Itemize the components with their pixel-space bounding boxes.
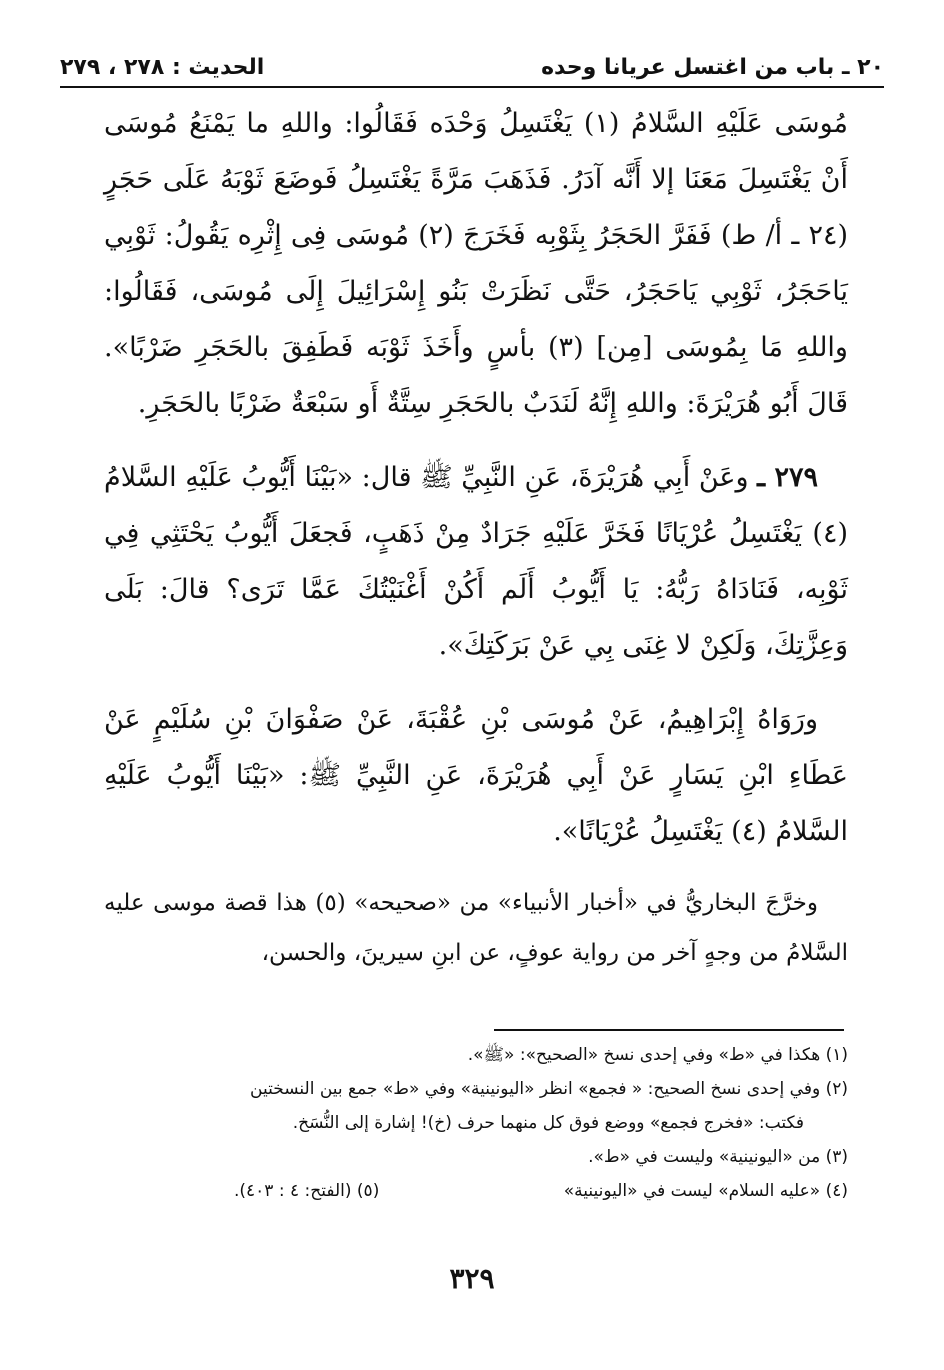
hadith-279-text: وعَنْ أَبِي هُرَيْرَةَ، عَنِ النَّبِيِّ ﷺ قال: «بَيْنَا أَيُّوبُ عَلَيْهِ السَّلامُ (٤) يَغْتَسِلُ عُرْيَانًا فَخَرَّ عَلَيْهِ جَرَادٌ مِنْ ذَهَبٍ، فَجعَلَ أَيُّوبُ يَحْتَثِي فِي ثَوْبِه، فَنَادَاهُ رَبُّهُ: يَا أَيُّوبُ أَلَم أَكُنْ أَغْنَيْتُكَ عَمَّا تَرَى؟ قالَ: بَلَى وَعِزَّتِكَ، وَلَكِنْ لا غِنَى بِي عَنْ بَرَكَتِكَ». (104, 462, 848, 661)
footnotes (104, 1040, 848, 1210)
footnote-row-4-5 (104, 1176, 848, 1206)
footnote-5: (٥) (الفتح: ٤ : ٤٠٣). (234, 1181, 380, 1201)
footnote-divider (494, 1029, 844, 1031)
chapter-title: ٢٠ ـ باب من اغتسل عريانا وحده (541, 55, 884, 80)
footnote-2-continued: فكتب: «فخرج فجمع» ووضع فوق كل منهما حرف (خ)! إشارة إلى النُّسَخ. (292, 1113, 804, 1133)
page-number: ٣٢٩ (449, 1262, 495, 1295)
main-text (104, 96, 848, 978)
hadith-range: الحديث : ٢٧٨ ، ٢٧٩ (60, 55, 265, 80)
footnote-2: (٢) وفي إحدى نسخ الصحيح: « فجمع» انظر «اليونينية» وفي «ط» جمع بين النسختين (250, 1079, 848, 1099)
paragraph-story-continued: مُوسَى عَلَيْهِ السَّلامُ (١) يَغْتَسِلُ وَحْدَه فَقَالُوا: واللهِ ما يَمْنَعُ مُوسَى أَنْ يَغْتَسِلَ مَعَنَا إلا أَنَّه آدَرُ. فَذَهَبَ مَرَّةً يَغْتَسِلُ فَوضَعَ ثَوْبَهُ عَلَى حَجَرٍ (٢٤ ـ أ/ ط) فَفَرَّ الحَجَرُ بِثَوْبِه فَخَرَجَ (٢) مُوسَى فِى إِثْرِه يَقُولُ: ثَوْبِي يَاحَجَرُ، ثَوْبِي يَاحَجَرُ، حَتَّى نَظَرَتْ بَنُو إِسْرَائِيلَ إِلَى مُوسَى، فَقَالُوا: واللهِ مَا بِمُوسَى [مِن] (٣) بأسٍ وأَخَذَ ثَوْبَه فَطَفِقَ بالحَجَرِ ضَرْبًا». قَالَ أَبُو هُرَيْرَةَ: واللهِ إِنَّهُ لَنَدَبٌ بالحَجَرِ سِتَّةٌ أَو سَبْعَةٌ ضَرْبًا بالحَجَرِ. (104, 108, 848, 419)
hadith-number: ٢٧٩ ـ (757, 462, 818, 493)
footnote-3: (٣) من «اليونينية» وليست في «ط». (588, 1147, 848, 1167)
paragraph-commentary: وخرَّجَ البخاريُّ في «أخبار الأنبياء» من «صحيحه» (٥) هذا قصة موسى عليه السَّلامُ من وجهٍ آخر من رواية عوفٍ، عن ابنِ سيرينَ، والحسن، (104, 890, 848, 966)
running-header (60, 38, 884, 88)
paragraph-alternate-chain: ورَوَاهُ إِبْرَاهِيمُ، عَنْ مُوسَى بْنِ عُقْبَةَ، عَنْ صَفْوَانَ بْنِ سُلَيْمٍ عَنْ عَطَاءِ ابْنِ يَسَارٍ عَنْ أَبِي هُرَيْرَةَ، عَنِ النَّبِيِّ ﷺ: «بَيْنَا أَيُّوبُ عَلَيْهِ السَّلامُ (٤) يَغْتَسِلُ عُرْيَانًا». (104, 704, 848, 847)
footnote-1: (١) هكذا في «ط» وفي إحدى نسخ «الصحيح»: «ﷺ». (467, 1045, 848, 1065)
hadith-279 (104, 450, 848, 674)
footnote-4: (٤) «عليه السلام» ليست في «اليونينية» (563, 1181, 848, 1201)
